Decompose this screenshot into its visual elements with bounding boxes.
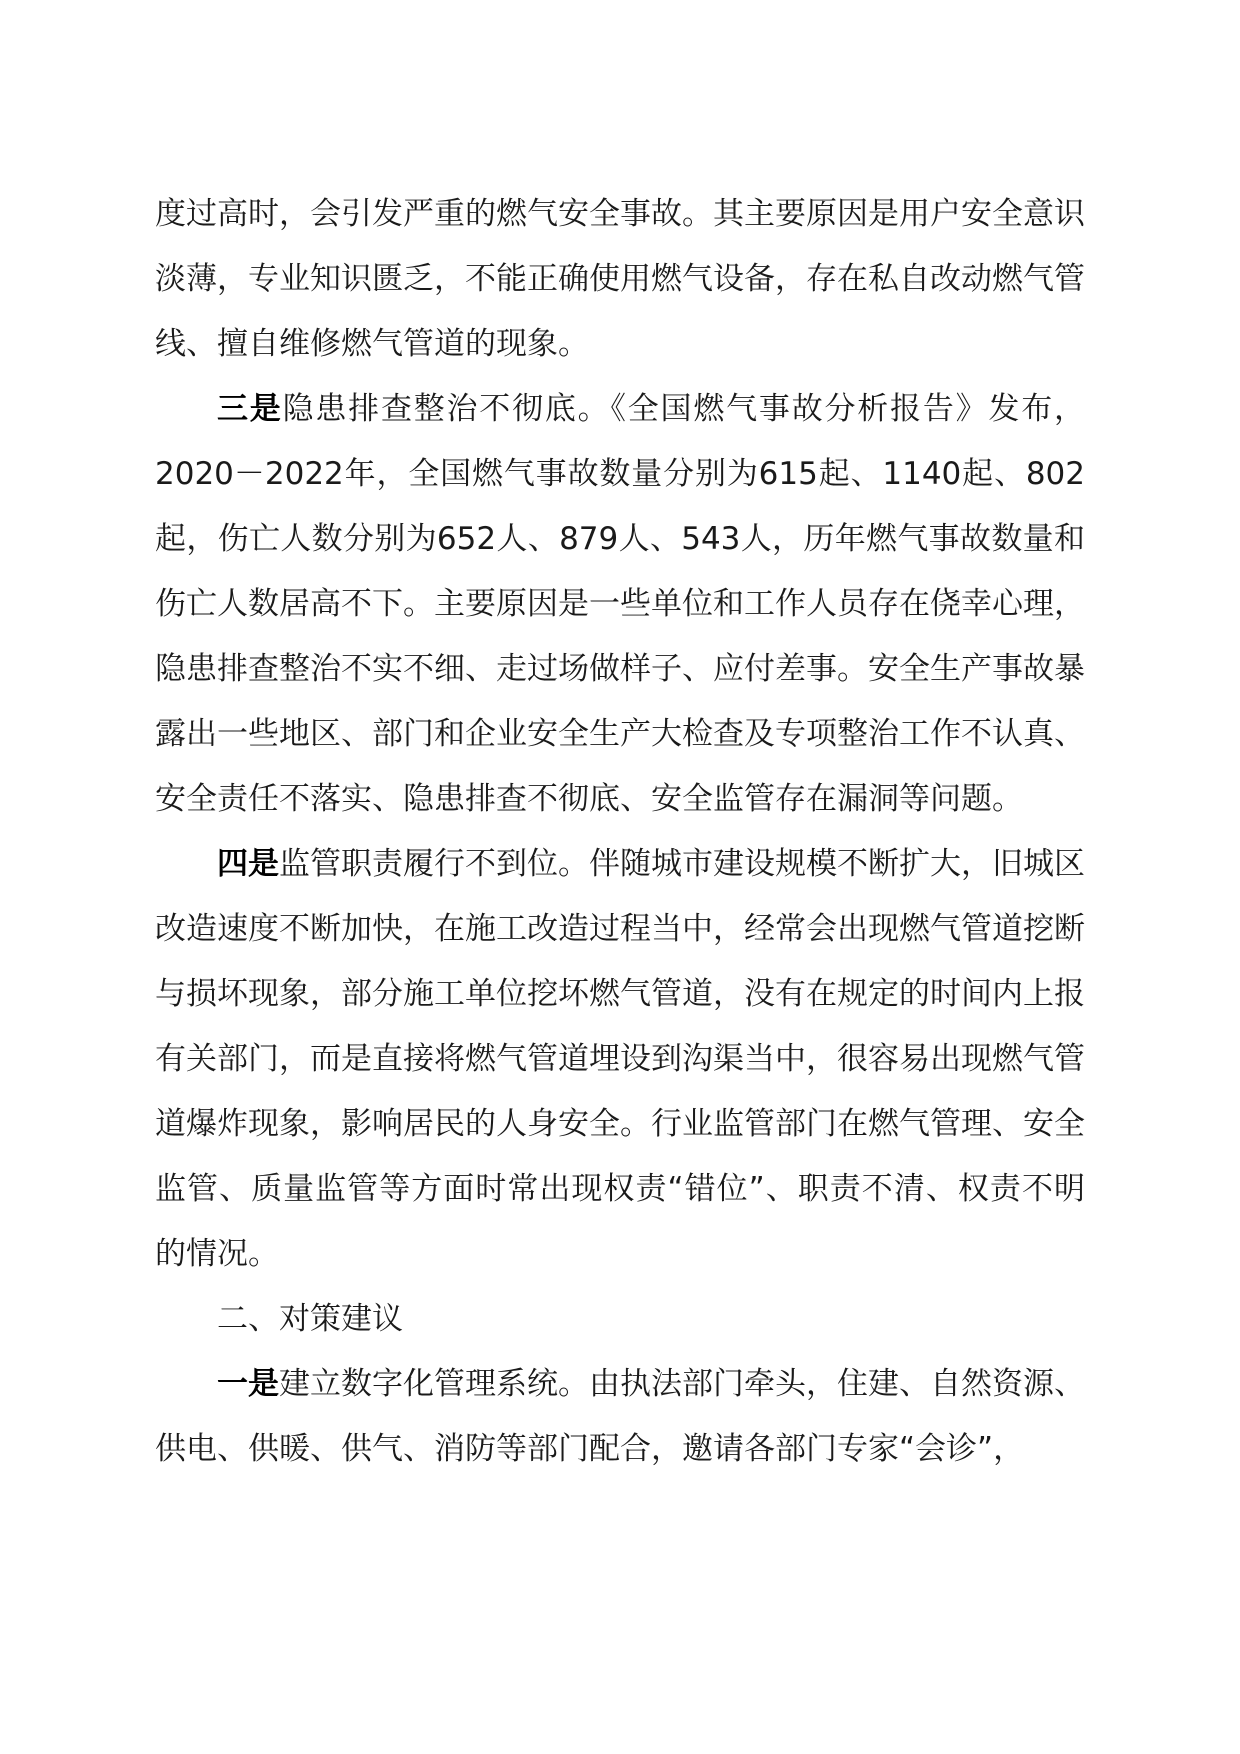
paragraph-text: 度过高时，会引发严重的燃气安全事故。其主要原因是用户安全意识淡薄，专业知识匮乏，不能正确使用燃气设备，存在私自改动燃气管线、擅自维修燃气管道的现象。 xyxy=(155,196,1085,362)
paragraph-continued xyxy=(155,182,1085,377)
paragraph-text: 隐患排查整治不彻底。《全国燃气事故分析报告》发布，2020－2022年，全国燃气事故数量分别为615起、1140起、802起，伤亡人数分别为652人、879人、543人，历年燃气事故数量和伤亡人数居高不下。主要原因是一些单位和工作人员存在侥幸心理，隐患排查整治不实不细、走过场做样子、应付差事。安全生产事故暴露出一些地区、部门和企业安全生产大检查及专项整治工作不认真、安全责任不落实、隐患排查不彻底、安全监管存在漏洞等问题。 xyxy=(155,391,1085,817)
paragraph-text: 监管职责履行不到位。伴随城市建设规模不断扩大，旧城区改造速度不断加快，在施工改造过程当中，经常会出现燃气管道挖断与损坏现象，部分施工单位挖坏燃气管道，没有在规定的时间内上报有关部门，而是直接将燃气管道埋设到沟渠当中，很容易出现燃气管道爆炸现象，影响居民的人身安全。行业监管部门在燃气管理、安全监管、质量监管等方面时常出现权责“错位”、职责不清、权责不明的情况。 xyxy=(155,846,1085,1272)
paragraph-lead: 一是 xyxy=(217,1366,279,1402)
document-page xyxy=(155,182,1085,1482)
paragraph-point-one xyxy=(155,1352,1085,1482)
paragraph-lead: 四是 xyxy=(217,846,279,882)
section-heading: 二、对策建议 xyxy=(217,1301,403,1337)
paragraph-point-three xyxy=(155,377,1085,832)
paragraph-point-four xyxy=(155,832,1085,1287)
paragraph-text: 建立数字化管理系统。由执法部门牵头，住建、自然资源、供电、供暖、供气、消防等部门配合，邀请各部门专家“会诊”， xyxy=(155,1366,1085,1467)
paragraph-lead: 三是 xyxy=(217,391,283,427)
